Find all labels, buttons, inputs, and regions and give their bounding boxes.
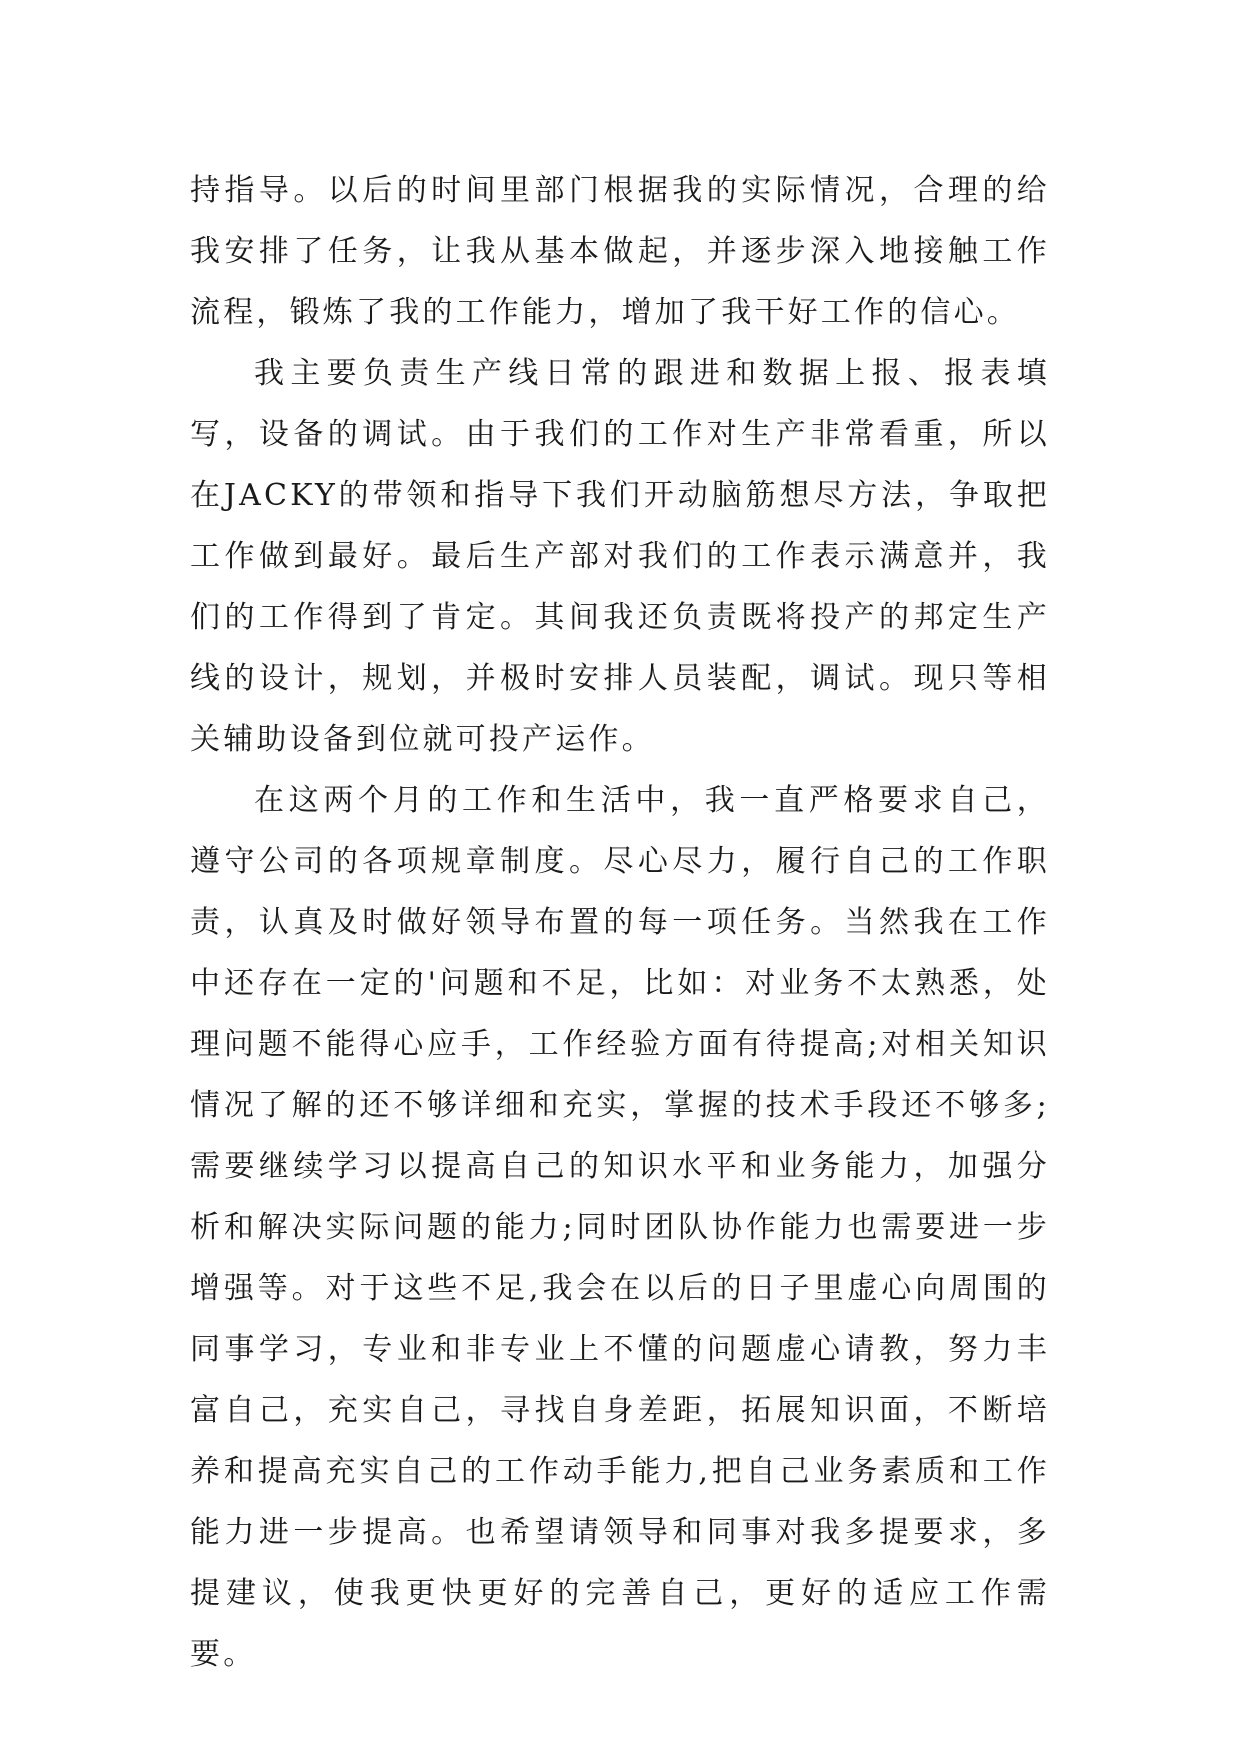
paragraph-1: 持指导。以后的时间里部门根据我的实际情况，合理的给我安排了任务，让我从基本做起，并逐步深入地接触工作流程，锻炼了我的工作能力，增加了我干好工作的信心。: [190, 173, 1050, 330]
document-body: [190, 160, 1050, 1685]
paragraph-3: 在这两个月的工作和生活中，我一直严格要求自己，遵守公司的各项规章制度。尽心尽力，履行自己的工作职责，认真及时做好领导布置的每一项任务。当然我在工作中还存在一定的'问题和不足，比如：对业务不太熟悉，处理问题不能得心应手，工作经验方面有待提高;对相关知识情况了解的还不够详细和充实，掌握的技术手段还不够多;需要继续学习以提高自己的知识水平和业务能力，加强分析和解决实际问题的能力;同时团队协作能力也需要进一步增强等。对于这些不足,我会在以后的日子里虚心向周围的同事学习，专业和非专业上不懂的问题虚心请教，努力丰富自己，充实自己，寻找自身差距，拓展知识面，不断培养和提高充实自己的工作动手能力,把自己业务素质和工作能力进一步提高。也希望请领导和同事对我多提要求，多提建议，使我更快更好的完善自己，更好的适应工作需要。: [190, 783, 1050, 1672]
paragraph-2: 我主要负责生产线日常的跟进和数据上报、报表填写，设备的调试。由于我们的工作对生产非常看重，所以在JACKY的带领和指导下我们开动脑筋想尽方法，争取把工作做到最好。最后生产部对我们的工作表示满意并，我们的工作得到了肯定。其间我还负责既将投产的邦定生产线的设计，规划，并极时安排人员装配，调试。现只等相关辅助设备到位就可投产运作。: [190, 356, 1050, 757]
